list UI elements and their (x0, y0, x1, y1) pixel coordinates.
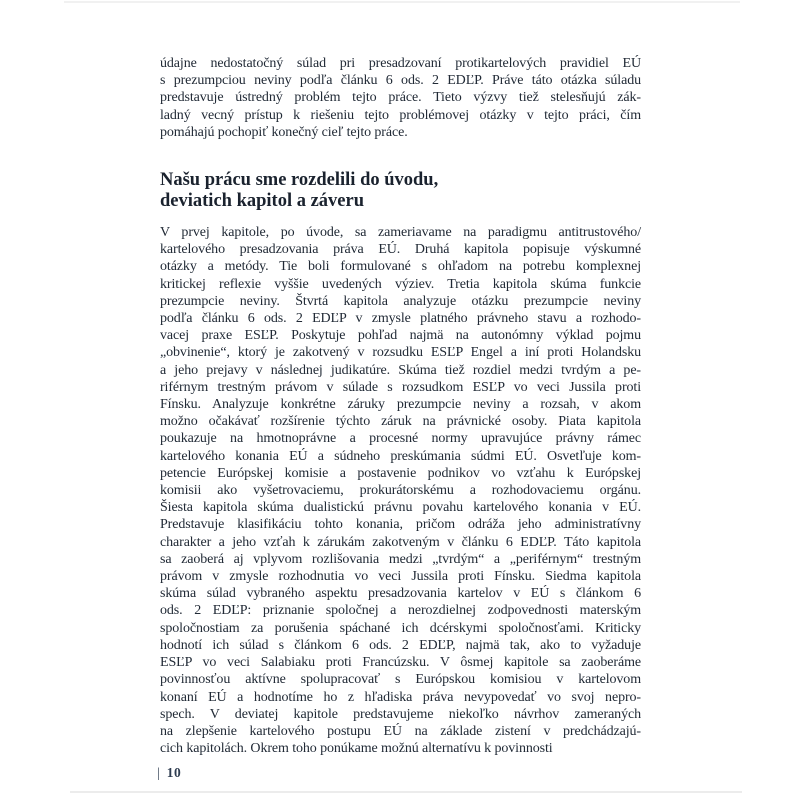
text-line: ladný vecný prístup k riešeniu tejto problémovej otázky v tejto práci, čím (160, 107, 641, 123)
text-line: a jeho prejavy v následnej judikatúre. Skúma tiež rozdiel medzi tvrdým a pe- (160, 362, 641, 378)
text-line: cich kapitolách. Okrem toho ponúkame možnú alternatívu k povinnosti (160, 741, 553, 757)
page-number: 10 (166, 765, 182, 780)
text-line: prezumpcie neviny. Štvrtá kapitola analyzuje otázku prezumpcie neviny (160, 293, 641, 309)
text-line: konaní EÚ a hodnotíme ho z hľadiska práva nevypovedať vo svoj nepro- (160, 689, 641, 705)
page-footer (157, 765, 181, 781)
text-line: na zlepšenie kartelového postupu EÚ na základe zistení v predchádzajú- (160, 723, 641, 739)
text-line: poukazuje na hmotnoprávne a procesné normy upravujúce právny rámec (160, 431, 641, 447)
page-scan-edge-top (64, 1, 740, 3)
text-line: ESĽP vo veci Salabiaku proti Francúzsku. V ôsmej kapitole sa zaoberáme (160, 655, 641, 671)
paragraph-chapters (160, 224, 641, 757)
text-line: vacej praxe ESĽP. Poskytuje pohľad najmä na autonómny výklad pojmu (160, 328, 641, 344)
text-line: sa zaoberá aj vplyvom rozlišovania medzi „tvrdým“ a „periférnym“ trestným (160, 551, 641, 567)
text-line: hodnotí ich súlad s článkom 6 ods. 2 EDĽP, najmä tak, ako to vyžaduje (160, 637, 641, 653)
text-line: Fínsku. Analyzuje konkrétne záruky prezumpcie neviny a rozsah, v akom (160, 397, 641, 413)
section-heading (160, 170, 641, 211)
text-line: kritickej reflexie vyššie uvedených výziev. Tretia kapitola skúma funkcie (160, 276, 641, 292)
text-line: Predstavuje klasifikáciu tohto konania, pričom odráža jeho administratívny (160, 517, 641, 533)
paragraph-intro (160, 55, 641, 141)
text-column (160, 55, 641, 757)
text-line: pomáhajú pochopiť konečný cieľ tejto práce. (160, 124, 408, 140)
text-line: ods. 2 EDĽP: priznanie spoločnej a nerozdielnej zodpovednosti materským (160, 603, 641, 619)
text-line: povinnosťou aktívne spolupracovať s Európskou komisiou v kartelovom (160, 672, 641, 688)
text-line: právom v zmysle rozhodnutia vo veci Jussila proti Fínsku. Siedma kapitola (160, 569, 641, 585)
footer-separator: | (157, 765, 160, 780)
text-line: podľa článku 6 ods. 2 EDĽP v zmysle platného právneho stavu a rozhodo- (160, 311, 641, 327)
text-line: charakter a jeho vzťah k zárukám zakotveným v článku 6 EDĽP. Táto kapitola (160, 534, 641, 550)
text-line: komisii ako vyšetrovaciemu, prokurátorskému a rozhodovaciemu orgánu. (160, 483, 641, 499)
text-line: petencie Európskej komisie a postavenie podnikov vo vzťahu k Európskej (160, 465, 641, 481)
text-line: možno očakávať rozšírenie týchto záruk na právnické osoby. Piata kapitola (160, 414, 641, 430)
text-line: kartelového konania EÚ a súdneho preskúmania súdmi EÚ. Osvetľuje kom- (160, 448, 641, 464)
text-line: deviatich kapitol a záveru (160, 190, 365, 211)
text-line: „obvinenie“, ktorý je zakotvený v rozsudku ESĽP Engel a iní proti Holandsku (160, 345, 641, 361)
text-line: kartelového presadzovania práva EÚ. Druhá kapitola popisuje výskumné (160, 242, 641, 258)
text-line: s prezumpciou neviny podľa článku 6 ods. 2 EDĽP. Práve táto otázka súladu (160, 73, 641, 89)
text-line: údajne nedostatočný súlad pri presadzovaní protikartelových pravidiel EÚ (160, 56, 641, 71)
page-scan-edge-bottom (70, 791, 742, 793)
text-line: predstavuje ústredný problém tejto práce. Tieto výzvy tiež stelesňujú zák- (160, 90, 641, 106)
text-line: spoločnostiam za porušenia spáchané ich dcérskymi spoločnosťami. Kriticky (160, 620, 641, 636)
text-line: Šiesta kapitola skúma dualistickú právnu povahu kartelového konania v EÚ. (160, 500, 641, 516)
text-line: skúma súlad vybraného aspektu presadzovania kartelov v EÚ s článkom 6 (160, 586, 641, 602)
text-line: riférnym trestným právom v súlade s rozsudkom ESĽP vo veci Jussila proti (160, 379, 641, 395)
text-line: otázky a metódy. Tie boli formulované s ohľadom na potrebu komplexnej (160, 259, 641, 275)
text-line: V prvej kapitole, po úvode, sa zameriavame na paradigmu antitrustového/ (160, 225, 641, 241)
text-line: spech. V deviatej kapitole predstavujeme niekoľko návrhov zameraných (160, 706, 641, 722)
text-line: Našu prácu sme rozdelili do úvodu, (160, 170, 439, 191)
